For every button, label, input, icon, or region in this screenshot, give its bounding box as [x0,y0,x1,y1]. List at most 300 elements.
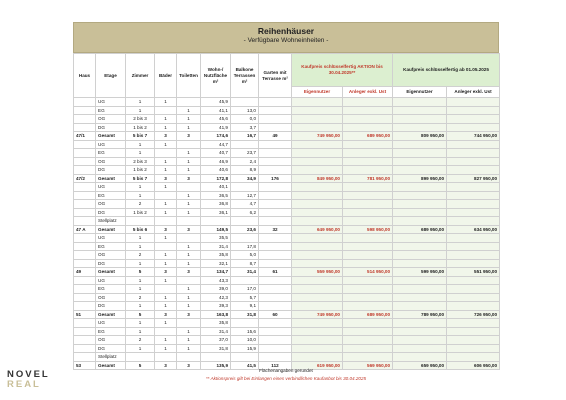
cell-etage: OG [96,336,126,345]
table-row [74,319,500,328]
cell-wohnflaeche: 32,1 [201,259,231,268]
col-ab-anleger: Anleger exkl. Ust [447,87,500,98]
col-aktion-anleger: Anleger exkl. Ust [343,87,393,98]
table-row [74,98,500,107]
cell-haus: 53 [74,361,96,370]
table-row [74,115,500,124]
table-row [74,217,500,226]
cell-garten [259,123,292,132]
cell-wohnflaeche: 172,8 [201,174,231,183]
cell-haus [74,251,96,260]
cell-baeder: 1 [155,123,177,132]
cell-garten [259,106,292,115]
cell-etage: EG [96,191,126,200]
cell-aktion-eigennutzer: 559 950,00 [292,268,343,277]
cell-etage: Stellplatz [96,217,126,226]
cell-haus [74,293,96,302]
table-row [74,242,500,251]
cell-toiletten: 1 [177,191,201,200]
cell-toiletten [177,276,201,285]
cell-garten [259,217,292,226]
cell-haus [74,336,96,345]
cell-haus [74,327,96,336]
cell-haus [74,191,96,200]
cell-haus [74,106,96,115]
cell-haus [74,259,96,268]
cell-aktion-eigennutzer [292,327,343,336]
table-row-total [74,132,500,141]
cell-haus [74,166,96,175]
cell-toiletten: 1 [177,157,201,166]
cell-aktion-eigennutzer [292,259,343,268]
page-subtitle: - Verfügbare Wohneinheiten - [243,37,329,44]
cell-ab-anleger [447,276,500,285]
cell-etage: Stellplatz [96,353,126,362]
cell-wohnflaeche: 41,1 [201,106,231,115]
cell-ab-anleger [447,293,500,302]
cell-aktion-eigennutzer [292,166,343,175]
cell-etage: EG [96,327,126,336]
cell-etage: Gesamt [96,132,126,141]
cell-garten: 60 [259,310,292,319]
cell-baeder: 1 [155,98,177,107]
cell-aktion-eigennutzer: 749 950,00 [292,132,343,141]
cell-wohnflaeche: 35,5 [201,234,231,243]
cell-ab-eigennutzer [393,353,447,362]
col-etage: Etage [96,54,126,98]
cell-wohnflaeche: 36,1 [201,208,231,217]
cell-ab-eigennutzer [393,336,447,345]
cell-balkone: 34,9 [231,174,259,183]
cell-wohnflaeche: 36,8 [201,200,231,209]
cell-garten [259,327,292,336]
cell-haus: 51 [74,310,96,319]
cell-zimmer: 1 [126,259,155,268]
cell-aktion-eigennutzer [292,319,343,328]
cell-etage: DG [96,208,126,217]
cell-aktion-anleger [343,234,393,243]
cell-balkone: 31,4 [231,268,259,277]
cell-aktion-anleger: 689 950,00 [343,132,393,141]
cell-baeder: 1 [155,319,177,328]
cell-garten [259,259,292,268]
cell-ab-anleger [447,149,500,158]
cell-etage: UG [96,183,126,192]
logo-line2: REAL [7,379,41,390]
units-table [73,53,500,370]
cell-wohnflaeche: 44,7 [201,140,231,149]
cell-baeder [155,285,177,294]
cell-aktion-eigennutzer [292,208,343,217]
cell-toiletten: 3 [177,225,201,234]
cell-aktion-eigennutzer [292,183,343,192]
cell-ab-eigennutzer: 689 950,00 [393,225,447,234]
cell-balkone: 5,0 [231,251,259,260]
cell-ab-eigennutzer [393,285,447,294]
table-row [74,140,500,149]
cell-aktion-anleger [343,200,393,209]
cell-etage: OG [96,251,126,260]
cell-ab-anleger: 551 950,00 [447,268,500,277]
cell-balkone: 0,0 [231,115,259,124]
cell-toiletten [177,140,201,149]
cell-aktion-anleger [343,98,393,107]
cell-haus: 47/2 [74,174,96,183]
cell-balkone: 31,8 [231,310,259,319]
cell-ab-eigennutzer [393,123,447,132]
cell-toiletten: 1 [177,344,201,353]
cell-garten [259,166,292,175]
cell-baeder [155,106,177,115]
cell-garten [259,149,292,158]
cell-baeder: 1 [155,302,177,311]
col-ab-eigennutzer: Eigennutzer [393,87,447,98]
cell-wohnflaeche: 135,9 [201,361,231,370]
cell-zimmer: 1 [126,276,155,285]
cell-balkone: 6,2 [231,208,259,217]
cell-ab-eigennutzer [393,259,447,268]
cell-ab-anleger [447,344,500,353]
cell-baeder [155,327,177,336]
cell-wohnflaeche: 39,3 [201,302,231,311]
cell-aktion-eigennutzer [292,106,343,115]
cell-wohnflaeche: 45,9 [201,98,231,107]
cell-ab-eigennutzer [393,200,447,209]
cell-zimmer [126,353,155,362]
cell-ab-anleger [447,285,500,294]
cell-aktion-eigennutzer [292,285,343,294]
cell-wohnflaeche: 41,9 [201,123,231,132]
cell-toiletten [177,98,201,107]
cell-etage: DG [96,344,126,353]
cell-baeder: 3 [155,132,177,141]
cell-toiletten: 1 [177,293,201,302]
cell-aktion-eigennutzer [292,293,343,302]
cell-toiletten: 1 [177,242,201,251]
cell-balkone: 15,6 [231,327,259,336]
cell-baeder: 1 [155,336,177,345]
cell-ab-anleger [447,208,500,217]
cell-toiletten: 1 [177,302,201,311]
cell-wohnflaeche: 31,4 [201,242,231,251]
cell-aktion-eigennutzer: 619 950,00 [292,361,343,370]
cell-zimmer: 2 bis 3 [126,115,155,124]
cell-ab-eigennutzer: 809 950,00 [393,132,447,141]
cell-aktion-eigennutzer [292,336,343,345]
cell-balkone: 9,1 [231,302,259,311]
table-row [74,149,500,158]
cell-zimmer: 2 [126,336,155,345]
cell-etage: UG [96,234,126,243]
cell-etage: OG [96,157,126,166]
price-sheet [73,22,499,370]
cell-ab-anleger [447,140,500,149]
cell-wohnflaeche: 31,4 [201,327,231,336]
cell-ab-eigennutzer [393,327,447,336]
cell-wohnflaeche: 174,6 [201,132,231,141]
table-row [74,106,500,115]
cell-zimmer: 5 [126,310,155,319]
cell-etage: UG [96,319,126,328]
cell-zimmer: 1 [126,106,155,115]
cell-etage: UG [96,276,126,285]
cell-aktion-eigennutzer [292,123,343,132]
col-aktion-eigennutzer: Eigennutzer [292,87,343,98]
cell-wohnflaeche: 149,5 [201,225,231,234]
col-garten: Garten mit Terrasse m² [259,54,292,98]
cell-balkone [231,276,259,285]
cell-wohnflaeche: 43,3 [201,276,231,285]
cell-ab-anleger [447,234,500,243]
cell-garten [259,353,292,362]
cell-zimmer: 1 bis 2 [126,208,155,217]
cell-etage: EG [96,242,126,251]
cell-baeder: 1 [155,200,177,209]
cell-aktion-eigennutzer [292,251,343,260]
cell-ab-eigennutzer [393,149,447,158]
cell-wohnflaeche: 40,1 [201,183,231,192]
col-aktion: Kaufpreis schlüsselfertig AKTION bis 30.04.2025** [292,54,393,87]
cell-toiletten: 1 [177,259,201,268]
cell-etage: DG [96,123,126,132]
cell-ab-anleger [447,327,500,336]
cell-toiletten: 1 [177,166,201,175]
cell-balkone: 5,7 [231,293,259,302]
cell-ab-eigennutzer: 789 950,00 [393,310,447,319]
cell-garten [259,251,292,260]
cell-balkone: 15,9 [231,344,259,353]
table-row [74,251,500,260]
cell-etage: OG [96,115,126,124]
cell-haus [74,208,96,217]
cell-ab-anleger [447,98,500,107]
cell-ab-anleger [447,353,500,362]
cell-toiletten: 1 [177,251,201,260]
cell-ab-anleger: 726 950,00 [447,310,500,319]
cell-haus [74,302,96,311]
cell-ab-anleger [447,191,500,200]
cell-aktion-eigennutzer [292,149,343,158]
cell-aktion-eigennutzer: 649 950,00 [292,225,343,234]
col-balkone: Balkone Terrassen m² [231,54,259,98]
cell-zimmer: 5 [126,268,155,277]
cell-garten [259,234,292,243]
cell-garten: 176 [259,174,292,183]
cell-garten [259,336,292,345]
table-row-total [74,268,500,277]
cell-aktion-eigennutzer [292,157,343,166]
cell-toiletten [177,319,201,328]
cell-ab-anleger [447,115,500,124]
cell-baeder: 1 [155,293,177,302]
cell-ab-eigennutzer [393,293,447,302]
col-toiletten: Toiletten [177,54,201,98]
cell-aktion-eigennutzer [292,200,343,209]
cell-baeder: 1 [155,140,177,149]
cell-etage: OG [96,293,126,302]
cell-garten [259,183,292,192]
table-row [74,157,500,166]
cell-balkone: 13,0 [231,106,259,115]
cell-zimmer: 1 [126,344,155,353]
cell-etage: DG [96,302,126,311]
cell-toiletten: 1 [177,149,201,158]
cell-garten [259,285,292,294]
cell-haus [74,140,96,149]
cell-haus [74,344,96,353]
cell-haus: 47/1 [74,132,96,141]
cell-balkone: 10,0 [231,336,259,345]
cell-aktion-eigennutzer [292,140,343,149]
table-row [74,200,500,209]
cell-toiletten [177,217,201,226]
cell-zimmer: 2 bis 3 [126,157,155,166]
cell-garten: 112 [259,361,292,370]
cell-baeder: 1 [155,183,177,192]
cell-wohnflaeche: 42,3 [201,293,231,302]
cell-balkone [231,217,259,226]
cell-wohnflaeche: 134,7 [201,268,231,277]
cell-wohnflaeche [201,353,231,362]
cell-haus [74,234,96,243]
cell-aktion-eigennutzer: 849 950,00 [292,174,343,183]
cell-zimmer: 1 [126,98,155,107]
cell-aktion-eigennutzer [292,98,343,107]
cell-wohnflaeche: 163,8 [201,310,231,319]
cell-baeder [155,242,177,251]
cell-balkone: 8,7 [231,259,259,268]
cell-baeder: 3 [155,361,177,370]
cell-garten [259,276,292,285]
cell-aktion-anleger [343,115,393,124]
cell-baeder: 1 [155,115,177,124]
title-box [73,22,499,53]
cell-ab-anleger [447,251,500,260]
cell-aktion-anleger [343,106,393,115]
cell-aktion-anleger: 598 950,00 [343,225,393,234]
cell-haus [74,123,96,132]
cell-ab-eigennutzer [393,183,447,192]
cell-ab-eigennutzer [393,166,447,175]
page-title: Reihenhäuser [257,26,315,36]
cell-haus [74,115,96,124]
cell-ab-anleger [447,242,500,251]
cell-aktion-anleger [343,276,393,285]
cell-haus: 49 [74,268,96,277]
table-row [74,183,500,192]
cell-zimmer: 5 bis 7 [126,174,155,183]
cell-aktion-anleger [343,353,393,362]
cell-etage: Gesamt [96,310,126,319]
cell-haus: 47 A [74,225,96,234]
cell-baeder [155,191,177,200]
cell-ab-eigennutzer [393,115,447,124]
cell-aktion-anleger: 514 950,00 [343,268,393,277]
cell-aktion-eigennutzer [292,276,343,285]
cell-baeder: 3 [155,310,177,319]
cell-etage: Gesamt [96,361,126,370]
cell-garten [259,191,292,200]
table-row [74,302,500,311]
cell-etage: EG [96,149,126,158]
cell-aktion-anleger [343,217,393,226]
table-row [74,344,500,353]
cell-zimmer: 1 [126,285,155,294]
cell-toiletten: 1 [177,285,201,294]
cell-baeder: 1 [155,259,177,268]
cell-wohnflaeche: 40,6 [201,166,231,175]
footnote-action: ** Aktionspreis gilt bei Einlangen eines verbindlichen Kaufanbot bis 30.04.2025 [205,376,367,381]
cell-aktion-eigennutzer [292,217,343,226]
cell-aktion-anleger [343,191,393,200]
cell-wohnflaeche: 35,8 [201,319,231,328]
cell-aktion-eigennutzer [292,191,343,200]
cell-wohnflaeche: 35,8 [201,251,231,260]
cell-haus [74,285,96,294]
cell-ab-eigennutzer [393,251,447,260]
cell-etage: Gesamt [96,268,126,277]
cell-toiletten: 1 [177,208,201,217]
cell-etage: DG [96,166,126,175]
cell-zimmer: 1 [126,234,155,243]
cell-aktion-anleger: 781 950,00 [343,174,393,183]
cell-baeder: 3 [155,225,177,234]
cell-ab-anleger: 634 950,00 [447,225,500,234]
cell-aktion-eigennutzer [292,353,343,362]
cell-ab-eigennutzer [393,276,447,285]
cell-toiletten: 1 [177,115,201,124]
col-baeder: Bäder [155,54,177,98]
cell-aktion-anleger [343,183,393,192]
cell-balkone [231,98,259,107]
cell-ab-eigennutzer: 599 950,00 [393,268,447,277]
cell-aktion-anleger [343,149,393,158]
cell-ab-anleger: 606 950,00 [447,361,500,370]
table-row-total [74,225,500,234]
cell-zimmer: 1 bis 2 [126,166,155,175]
cell-baeder: 1 [155,234,177,243]
cell-aktion-anleger [343,242,393,251]
cell-ab-anleger: 744 950,00 [447,132,500,141]
cell-baeder: 1 [155,208,177,217]
cell-baeder: 1 [155,166,177,175]
table-row [74,336,500,345]
units-table-body [74,98,500,370]
cell-zimmer: 1 [126,242,155,251]
cell-baeder: 3 [155,174,177,183]
cell-baeder: 3 [155,268,177,277]
cell-haus [74,200,96,209]
cell-haus [74,157,96,166]
cell-ab-eigennutzer [393,319,447,328]
cell-toiletten: 1 [177,123,201,132]
cell-balkone: 12,7 [231,191,259,200]
cell-aktion-eigennutzer [292,344,343,353]
cell-garten [259,98,292,107]
table-row [74,259,500,268]
logo-line1: NOVEL [7,369,50,380]
cell-wohnflaeche: 39,0 [201,285,231,294]
cell-baeder [155,353,177,362]
cell-balkone: 23,7 [231,149,259,158]
cell-balkone [231,234,259,243]
table-row [74,276,500,285]
cell-wohnflaeche: 31,8 [201,344,231,353]
cell-garten [259,157,292,166]
col-ab: Kaufpreis schlüsselfertig ab 01.05.2025 [393,54,500,87]
col-haus: Haus [74,54,96,98]
cell-haus [74,183,96,192]
